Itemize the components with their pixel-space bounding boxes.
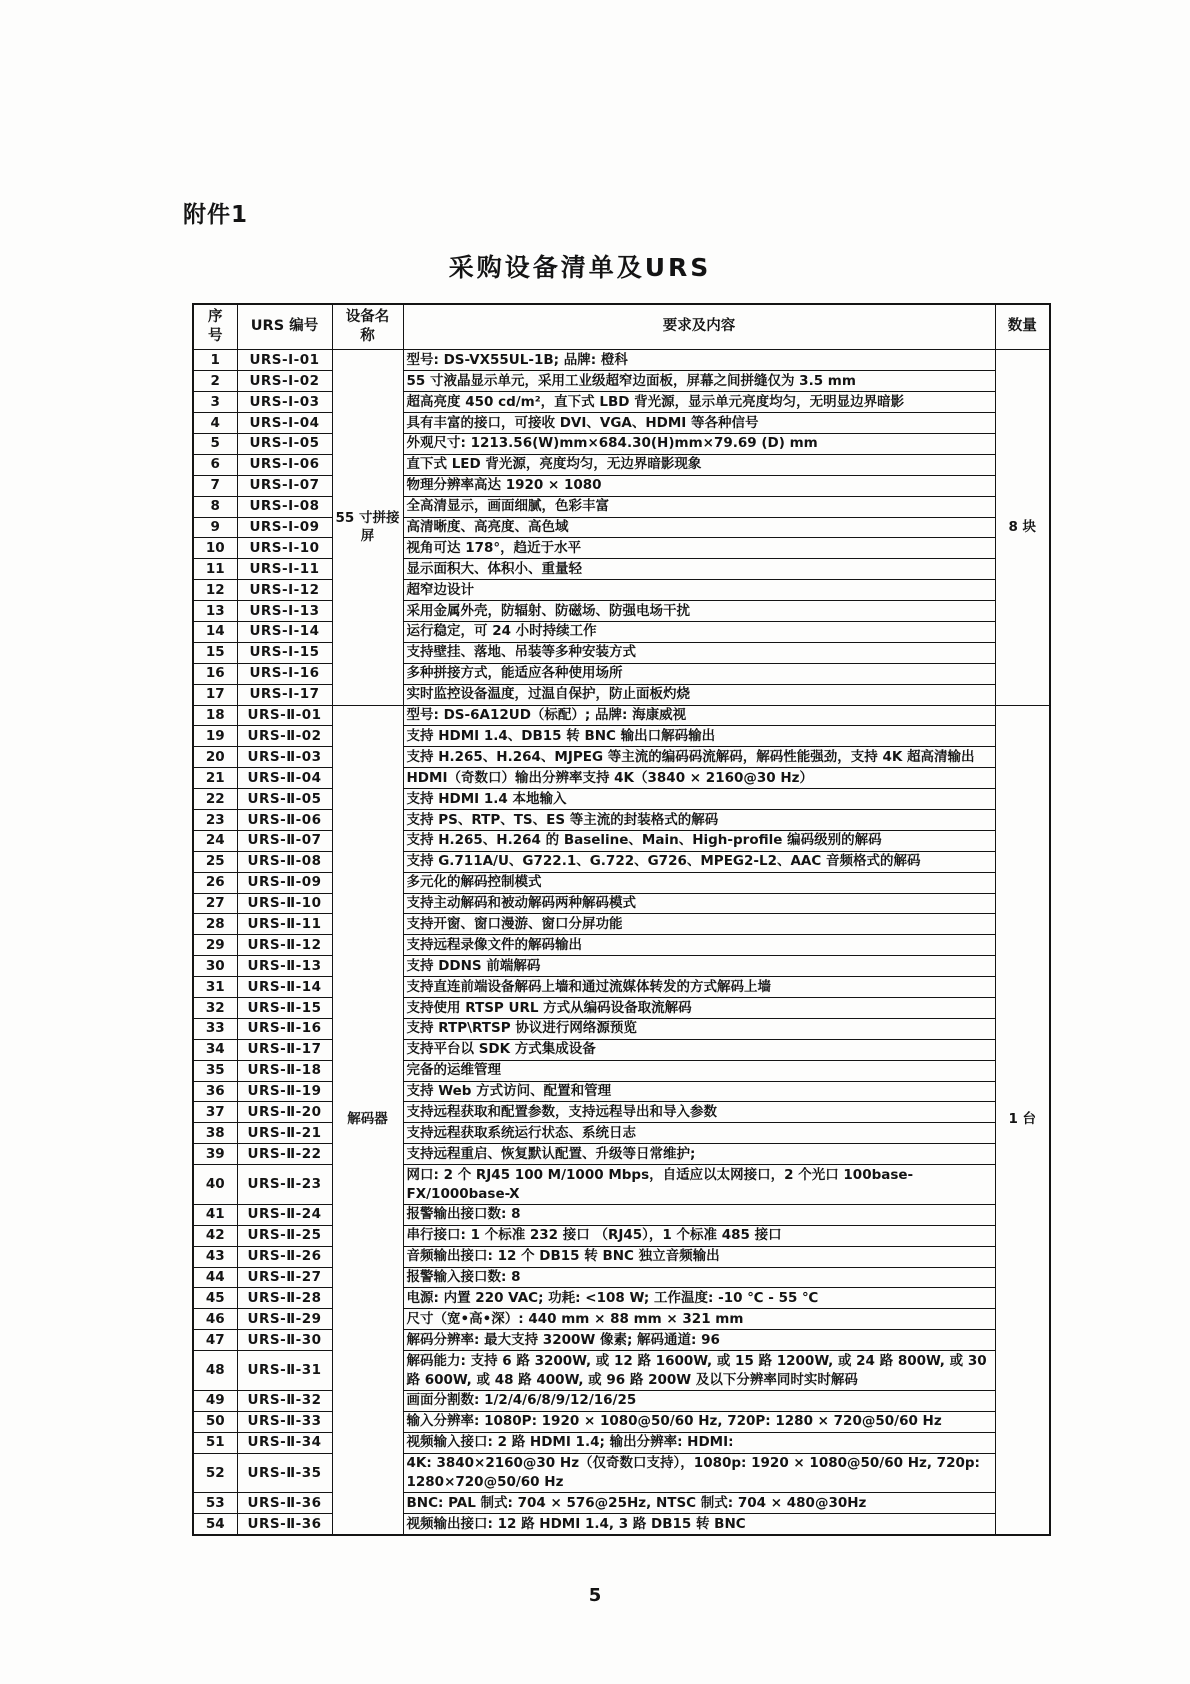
requirement-content-cell: 视频输出接口: 12 路 HDMI 1.4, 3 路 DB15 转 BNC [403,1514,995,1535]
urs-code-cell: URS-Ⅱ-29 [237,1309,332,1330]
table-row [193,454,1050,475]
urs-code-cell: URS-Ⅱ-04 [237,768,332,789]
requirement-content-cell: 完备的运维管理 [403,1060,995,1081]
row-number-cell: 27 [193,893,237,914]
requirement-content-cell: 支持远程获取系统运行状态、系统日志 [403,1123,995,1144]
urs-code-cell: URS-Ⅱ-36 [237,1493,332,1514]
requirement-content-cell: 支持 PS、RTP、TS、ES 等主流的封装格式的解码 [403,810,995,831]
spec-table [192,303,1051,1536]
requirement-content-cell: 多元化的解码控制模式 [403,872,995,893]
requirement-content-cell: 支持主动解码和被动解码两种解码模式 [403,893,995,914]
requirement-content-cell: 尺寸（宽•高•深）: 440 mm × 88 mm × 321 mm [403,1309,995,1330]
urs-code-cell: URS-Ⅱ-09 [237,872,332,893]
row-number-cell: 1 [193,350,237,371]
table-row [193,726,1050,747]
urs-code-cell: URS-Ⅰ-17 [237,684,332,705]
table-row [193,580,1050,601]
requirement-content-cell: 支持直连前端设备解码上墙和通过流媒体转发的方式解码上墙 [403,977,995,998]
device-name-cell: 解码器 [332,705,403,1535]
urs-code-cell: URS-Ⅱ-06 [237,810,332,831]
table-row [193,371,1050,392]
row-number-cell: 10 [193,538,237,559]
urs-code-cell: URS-Ⅱ-13 [237,956,332,977]
table-row [193,1225,1050,1246]
table-row [193,1204,1050,1225]
row-number-cell: 32 [193,998,237,1019]
requirement-content-cell: 支持 H.265、H.264 的 Baseline、Main、High-profile 编码级别的解码 [403,830,995,851]
requirement-content-cell: 解码能力: 支持 6 路 3200W, 或 12 路 1600W, 或 15 路 1200W, 或 24 路 800W, 或 30 路 600W, 或 48 路 400W, 或 96 路 200W 及以下分辨率同时实时解码 [403,1351,995,1391]
row-number-cell: 46 [193,1309,237,1330]
requirement-content-cell: 4K: 3840×2160@30 Hz（仅奇数口支持），1080p: 1920 × 1080@50/60 Hz, 720p: 1280×720@50/60 Hz [403,1453,995,1493]
urs-code-cell: URS-Ⅰ-01 [237,350,332,371]
urs-code-cell: URS-Ⅰ-05 [237,433,332,454]
row-number-cell: 42 [193,1225,237,1246]
urs-code-cell: URS-Ⅱ-30 [237,1330,332,1351]
table-row [193,1267,1050,1288]
row-number-cell: 13 [193,601,237,622]
urs-code-cell: URS-Ⅱ-10 [237,893,332,914]
row-number-cell: 22 [193,789,237,810]
requirement-content-cell: 画面分割数: 1/2/4/6/8/9/12/16/25 [403,1390,995,1411]
table-row [193,1018,1050,1039]
table-row [193,914,1050,935]
requirement-content-cell: 支持 HDMI 1.4、DB15 转 BNC 输出口解码输出 [403,726,995,747]
requirement-content-cell: 采用金属外壳，防辐射、防磁场、防强电场干扰 [403,601,995,622]
requirement-content-cell: 外观尺寸: 1213.56(W)mm×684.30(H)mm×79.69 (D) mm [403,433,995,454]
requirement-content-cell: 支持使用 RTSP URL 方式从编码设备取流解码 [403,998,995,1019]
requirement-content-cell: 超窄边设计 [403,580,995,601]
row-number-cell: 29 [193,935,237,956]
row-number-cell: 16 [193,663,237,684]
table-body [193,350,1050,1535]
requirement-content-cell: 运行稳定，可 24 小时持续工作 [403,621,995,642]
row-number-cell: 17 [193,684,237,705]
row-number-cell: 40 [193,1165,237,1205]
table-row [193,413,1050,434]
requirement-content-cell: 支持 Web 方式访问、配置和管理 [403,1081,995,1102]
table-row [193,621,1050,642]
row-number-cell: 51 [193,1432,237,1453]
urs-code-cell: URS-Ⅰ-07 [237,475,332,496]
requirement-content-cell: 直下式 LED 背光源，亮度均匀，无边界暗影现象 [403,454,995,475]
urs-code-cell: URS-Ⅱ-08 [237,851,332,872]
row-number-cell: 26 [193,872,237,893]
table-row [193,350,1050,371]
urs-code-cell: URS-Ⅱ-35 [237,1453,332,1493]
urs-code-cell: URS-Ⅱ-01 [237,705,332,726]
requirement-content-cell: 超高亮度 450 cd/m²，直下式 LBD 背光源，显示单元亮度均匀，无明显边界暗影 [403,392,995,413]
table-row [193,768,1050,789]
requirement-content-cell: 音频输出接口: 12 个 DB15 转 BNC 独立音频输出 [403,1246,995,1267]
row-number-cell: 14 [193,621,237,642]
table-row [193,684,1050,705]
urs-code-cell: URS-Ⅱ-24 [237,1204,332,1225]
row-number-cell: 18 [193,705,237,726]
row-number-cell: 12 [193,580,237,601]
page-number: 5 [588,1585,602,1606]
row-number-cell: 6 [193,454,237,475]
requirement-content-cell: 物理分辨率高达 1920 × 1080 [403,475,995,496]
table-row [193,538,1050,559]
device-name-cell: 55 寸拼接屏 [332,350,403,705]
requirement-content-cell: 支持 G.711A/U、G722.1、G.722、G726、MPEG2-L2、AAC 音频格式的解码 [403,851,995,872]
urs-code-cell: URS-Ⅱ-31 [237,1351,332,1391]
table-row [193,1351,1050,1391]
requirement-content-cell: 电源: 内置 220 VAC; 功耗: <108 W; 工作温度: -10 ℃ - 55 ℃ [403,1288,995,1309]
row-number-cell: 52 [193,1453,237,1493]
urs-code-cell: URS-Ⅰ-15 [237,642,332,663]
quantity-cell: 8 块 [995,350,1050,705]
requirement-content-cell: 支持开窗、窗口漫游、窗口分屏功能 [403,914,995,935]
table-row [193,1039,1050,1060]
table-row [193,1081,1050,1102]
table-row [193,496,1050,517]
requirement-content-cell: 多种拼接方式，能适应各种使用场所 [403,663,995,684]
table-row [193,810,1050,831]
row-number-cell: 53 [193,1493,237,1514]
urs-code-cell: URS-Ⅰ-06 [237,454,332,475]
table-row [193,851,1050,872]
row-number-cell: 15 [193,642,237,663]
requirement-content-cell: 解码分辨率: 最大支持 3200W 像素; 解码通道: 96 [403,1330,995,1351]
urs-code-cell: URS-Ⅱ-12 [237,935,332,956]
urs-code-cell: URS-Ⅰ-13 [237,601,332,622]
table-row [193,789,1050,810]
requirement-content-cell: 实时监控设备温度，过温自保护，防止面板灼烧 [403,684,995,705]
row-number-cell: 36 [193,1081,237,1102]
requirement-content-cell: 型号: DS-6A12UD（标配）; 品牌: 海康威视 [403,705,995,726]
urs-code-cell: URS-Ⅰ-11 [237,559,332,580]
table-row [193,1309,1050,1330]
table-row [193,1246,1050,1267]
row-number-cell: 45 [193,1288,237,1309]
row-number-cell: 9 [193,517,237,538]
requirement-content-cell: 支持 DDNS 前端解码 [403,956,995,977]
table-row [193,433,1050,454]
requirement-content-cell: 具有丰富的接口，可接收 DVI、VGA、HDMI 等各种信号 [403,413,995,434]
requirement-content-cell: 视角可达 178°，趋近于水平 [403,538,995,559]
row-number-cell: 44 [193,1267,237,1288]
table-row [193,872,1050,893]
table-row [193,1411,1050,1432]
spec-table-container [192,303,1049,1536]
urs-code-cell: URS-Ⅰ-03 [237,392,332,413]
table-row [193,392,1050,413]
urs-code-cell: URS-Ⅱ-19 [237,1081,332,1102]
urs-code-cell: URS-Ⅰ-10 [237,538,332,559]
urs-code-cell: URS-Ⅰ-04 [237,413,332,434]
row-number-cell: 38 [193,1123,237,1144]
table-row [193,1493,1050,1514]
table-row [193,1060,1050,1081]
header-no: 序号 [193,304,237,350]
urs-code-cell: URS-Ⅱ-14 [237,977,332,998]
row-number-cell: 3 [193,392,237,413]
row-number-cell: 19 [193,726,237,747]
attachment-label: 附件1 [183,202,249,228]
row-number-cell: 5 [193,433,237,454]
requirement-content-cell: 55 寸液晶显示单元，采用工业级超窄边面板，屏幕之间拼缝仅为 3.5 mm [403,371,995,392]
urs-code-cell: URS-Ⅱ-28 [237,1288,332,1309]
urs-code-cell: URS-Ⅱ-32 [237,1390,332,1411]
urs-code-cell: URS-Ⅱ-05 [237,789,332,810]
urs-code-cell: URS-Ⅱ-03 [237,747,332,768]
urs-code-cell: URS-Ⅱ-17 [237,1039,332,1060]
header-quantity: 数量 [995,304,1050,350]
header-requirements: 要求及内容 [403,304,995,350]
row-number-cell: 50 [193,1411,237,1432]
requirement-content-cell: 报警输入接口数: 8 [403,1267,995,1288]
urs-code-cell: URS-Ⅱ-20 [237,1102,332,1123]
header-urs-code: URS 编号 [237,304,332,350]
urs-code-cell: URS-Ⅰ-09 [237,517,332,538]
table-row [193,642,1050,663]
table-row [193,1390,1050,1411]
row-number-cell: 8 [193,496,237,517]
table-row [193,893,1050,914]
requirement-content-cell: 显示面积大、体积小、重量轻 [403,559,995,580]
urs-code-cell: URS-Ⅱ-21 [237,1123,332,1144]
table-row [193,830,1050,851]
requirement-content-cell: 高清晰度、高亮度、高色域 [403,517,995,538]
row-number-cell: 41 [193,1204,237,1225]
urs-code-cell: URS-Ⅰ-16 [237,663,332,684]
urs-code-cell: URS-Ⅱ-16 [237,1018,332,1039]
requirement-content-cell: 支持壁挂、落地、吊装等多种安装方式 [403,642,995,663]
row-number-cell: 47 [193,1330,237,1351]
table-row [193,1514,1050,1535]
urs-code-cell: URS-Ⅱ-02 [237,726,332,747]
table-row [193,935,1050,956]
table-row [193,998,1050,1019]
table-row [193,1453,1050,1493]
row-number-cell: 31 [193,977,237,998]
urs-code-cell: URS-Ⅰ-08 [237,496,332,517]
table-row [193,559,1050,580]
row-number-cell: 49 [193,1390,237,1411]
table-row [193,956,1050,977]
header-device-name: 设备名称 [332,304,403,350]
row-number-cell: 30 [193,956,237,977]
urs-code-cell: URS-Ⅱ-33 [237,1411,332,1432]
row-number-cell: 37 [193,1102,237,1123]
row-number-cell: 54 [193,1514,237,1535]
urs-code-cell: URS-Ⅰ-14 [237,621,332,642]
row-number-cell: 4 [193,413,237,434]
table-row [193,1288,1050,1309]
requirement-content-cell: 支持远程获取和配置参数，支持远程导出和导入参数 [403,1102,995,1123]
row-number-cell: 2 [193,371,237,392]
requirement-content-cell: 支持 RTP\RTSP 协议进行网络源预览 [403,1018,995,1039]
requirement-content-cell: 串行接口: 1 个标准 232 接口 （RJ45），1 个标准 485 接口 [403,1225,995,1246]
table-row [193,601,1050,622]
requirement-content-cell: 支持远程重启、恢复默认配置、升级等日常维护; [403,1144,995,1165]
table-row [193,977,1050,998]
table-row [193,1102,1050,1123]
page-title: 采购设备清单及URS [448,253,712,282]
table-row [193,475,1050,496]
urs-code-cell: URS-Ⅱ-23 [237,1165,332,1205]
urs-code-cell: URS-Ⅱ-07 [237,830,332,851]
table-row [193,747,1050,768]
table-row [193,1432,1050,1453]
row-number-cell: 33 [193,1018,237,1039]
requirement-content-cell: 视频输入接口: 2 路 HDMI 1.4; 输出分辨率: HDMI: [403,1432,995,1453]
requirement-content-cell: 全高清显示，画面细腻，色彩丰富 [403,496,995,517]
quantity-cell: 1 台 [995,705,1050,1535]
requirement-content-cell: 型号: DS-VX55UL-1B; 品牌: 橙科 [403,350,995,371]
row-number-cell: 20 [193,747,237,768]
row-number-cell: 24 [193,830,237,851]
urs-code-cell: URS-Ⅱ-11 [237,914,332,935]
table-row [193,517,1050,538]
urs-code-cell: URS-Ⅱ-34 [237,1432,332,1453]
row-number-cell: 34 [193,1039,237,1060]
row-number-cell: 7 [193,475,237,496]
requirement-content-cell: 网口: 2 个 RJ45 100 M/1000 Mbps，自适应以太网接口，2 个光口 100base-FX/1000base-X [403,1165,995,1205]
row-number-cell: 48 [193,1351,237,1391]
urs-code-cell: URS-Ⅱ-22 [237,1144,332,1165]
table-row [193,663,1050,684]
requirement-content-cell: 支持远程录像文件的解码输出 [403,935,995,956]
row-number-cell: 11 [193,559,237,580]
urs-code-cell: URS-Ⅰ-02 [237,371,332,392]
requirement-content-cell: 支持平台以 SDK 方式集成设备 [403,1039,995,1060]
table-row [193,1165,1050,1205]
table-row [193,1123,1050,1144]
urs-code-cell: URS-Ⅱ-27 [237,1267,332,1288]
urs-code-cell: URS-Ⅱ-25 [237,1225,332,1246]
requirement-content-cell: BNC: PAL 制式: 704 × 576@25Hz, NTSC 制式: 704 × 480@30Hz [403,1493,995,1514]
requirement-content-cell: 报警输出接口数: 8 [403,1204,995,1225]
row-number-cell: 21 [193,768,237,789]
table-row [193,705,1050,726]
table-header [193,304,1050,350]
row-number-cell: 25 [193,851,237,872]
row-number-cell: 39 [193,1144,237,1165]
table-row [193,1330,1050,1351]
requirement-content-cell: 支持 H.265、H.264、MJPEG 等主流的编码码流解码，解码性能强劲，支持 4K 超高清输出 [403,747,995,768]
urs-code-cell: URS-Ⅱ-36 [237,1514,332,1535]
row-number-cell: 35 [193,1060,237,1081]
requirement-content-cell: 输入分辨率: 1080P: 1920 × 1080@50/60 Hz, 720P: 1280 × 720@50/60 Hz [403,1411,995,1432]
urs-code-cell: URS-Ⅰ-12 [237,580,332,601]
urs-code-cell: URS-Ⅱ-15 [237,998,332,1019]
requirement-content-cell: HDMI（奇数口）输出分辨率支持 4K（3840 × 2160@30 Hz） [403,768,995,789]
urs-code-cell: URS-Ⅱ-18 [237,1060,332,1081]
row-number-cell: 43 [193,1246,237,1267]
urs-code-cell: URS-Ⅱ-26 [237,1246,332,1267]
table-row [193,1144,1050,1165]
row-number-cell: 23 [193,810,237,831]
header-row [193,304,1050,350]
requirement-content-cell: 支持 HDMI 1.4 本地输入 [403,789,995,810]
row-number-cell: 28 [193,914,237,935]
